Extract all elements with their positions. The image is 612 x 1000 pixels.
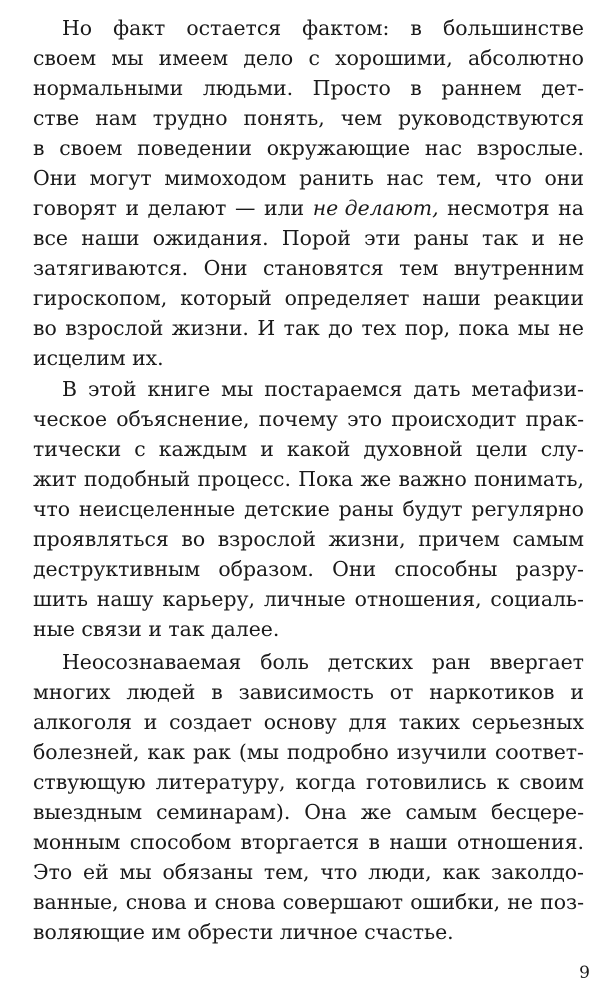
word: и — [531, 226, 545, 250]
word: который — [180, 286, 272, 310]
word: пор, — [404, 316, 451, 340]
word: абсолютно — [467, 46, 584, 70]
word: пока — [458, 316, 510, 340]
word: поз- — [540, 890, 584, 914]
text-line — [33, 554, 584, 584]
word: когда — [295, 770, 356, 794]
word: — — [235, 196, 256, 220]
word: Они — [33, 166, 77, 190]
word: становятся — [263, 256, 384, 280]
word: что — [33, 497, 71, 521]
word: самым — [512, 527, 584, 551]
word: нас — [386, 166, 424, 190]
word: Просто — [312, 76, 391, 100]
word: создает — [169, 710, 252, 734]
word: совершают — [282, 890, 404, 914]
text-line — [33, 253, 584, 283]
word: ствующую — [33, 770, 146, 794]
word: на — [558, 196, 584, 220]
word: этой — [87, 377, 137, 401]
word: не — [558, 226, 584, 250]
word: и — [143, 710, 158, 734]
word: Они — [332, 557, 377, 581]
word: хорошими, — [335, 46, 453, 70]
word: многих — [33, 680, 111, 704]
word: зависимость — [238, 680, 374, 704]
word: большинстве — [442, 16, 584, 40]
word: во — [33, 316, 57, 340]
word: взрослой — [217, 527, 316, 551]
word: Неосознаваемая — [62, 650, 242, 674]
word: вторгается — [240, 830, 360, 854]
word: мы — [221, 377, 254, 401]
word: во — [181, 527, 206, 551]
word: тех — [361, 316, 397, 340]
word: что — [494, 166, 532, 190]
text-line — [33, 404, 584, 434]
word: боль — [260, 650, 309, 674]
word: цели — [475, 437, 528, 461]
word: своем — [59, 136, 123, 160]
word: болезней, — [33, 740, 140, 764]
word: реакции — [493, 286, 584, 310]
text-line — [33, 767, 584, 797]
text-line — [33, 917, 584, 947]
word: В — [62, 377, 77, 401]
word: постараемся — [264, 377, 403, 401]
word: дать — [413, 377, 461, 401]
text-line — [33, 857, 584, 887]
word: регулярно — [471, 497, 584, 521]
word: в — [410, 16, 422, 40]
word: проявляться — [33, 527, 169, 551]
word: так — [481, 226, 519, 250]
text-line — [33, 43, 584, 73]
word: окружающие — [266, 136, 411, 160]
word: ввергает — [489, 650, 584, 674]
word: гироскопом, — [33, 286, 168, 310]
word: раны — [413, 226, 469, 250]
word: дет- — [541, 76, 584, 100]
word: подробно — [286, 740, 389, 764]
word: способны — [394, 557, 498, 581]
word: Но — [62, 16, 93, 40]
text-line — [33, 193, 584, 223]
text-line — [33, 464, 584, 494]
word: разру- — [515, 557, 584, 581]
text-line — [33, 73, 584, 103]
word: снова — [125, 890, 187, 914]
word: фактом: — [302, 16, 390, 40]
word: ошибки, — [410, 890, 501, 914]
word: трудно — [152, 106, 228, 130]
word: мы — [517, 316, 550, 340]
text-line — [33, 313, 584, 343]
word: Она — [304, 800, 347, 824]
text-line — [33, 133, 584, 163]
word: чем — [340, 106, 383, 130]
text-line — [62, 647, 584, 677]
word: раны — [338, 497, 394, 521]
word: же — [360, 800, 392, 824]
word: тически — [33, 437, 122, 461]
word: происходит — [391, 407, 517, 431]
word: какой — [286, 437, 351, 461]
word: почему — [258, 407, 338, 431]
word: с — [308, 46, 320, 70]
word: ран — [431, 650, 471, 674]
word: своим — [519, 770, 584, 794]
word: самым — [405, 800, 478, 824]
word: серьезных — [471, 710, 584, 734]
word: литературу, — [155, 770, 286, 794]
word: и — [125, 196, 140, 220]
word: карьеру, — [162, 587, 255, 611]
page-number: 9 — [579, 963, 590, 983]
word: нашу — [96, 587, 154, 611]
word: не — [507, 890, 533, 914]
word: тем — [399, 256, 439, 280]
word: могут — [89, 166, 152, 190]
word: социаль- — [490, 587, 584, 611]
word: же — [360, 467, 392, 491]
text-line — [33, 584, 584, 614]
word: понять, — [243, 106, 325, 130]
word: или — [263, 196, 305, 220]
text-line — [33, 494, 584, 524]
word: изучили — [396, 740, 488, 764]
word: наши — [389, 830, 448, 854]
word: причем — [418, 527, 500, 551]
word: взрослые. — [476, 136, 584, 160]
word: наши — [81, 226, 140, 250]
word: своем — [33, 46, 97, 70]
word: духовной — [363, 437, 463, 461]
word: будут — [402, 497, 463, 521]
word: процесс. — [197, 467, 291, 491]
word: в — [368, 830, 380, 854]
word: нам — [95, 106, 137, 130]
word: монным — [33, 830, 121, 854]
word: все — [33, 226, 68, 250]
word: в — [33, 136, 45, 160]
word: объяснение, — [116, 407, 250, 431]
text-line — [62, 13, 584, 43]
word: каждым — [158, 437, 248, 461]
text-line — [33, 103, 584, 133]
word: важно — [398, 467, 467, 491]
word: книге — [147, 377, 211, 401]
word: несмотря — [447, 196, 550, 220]
word: мимоходом — [164, 166, 287, 190]
word: что — [320, 860, 358, 884]
word: с — [134, 437, 146, 461]
word: от — [389, 680, 414, 704]
word: отношения, — [354, 587, 482, 611]
word: и — [260, 437, 274, 461]
word: мы — [119, 860, 152, 884]
text-line — [33, 524, 584, 554]
word: прак- — [525, 407, 584, 431]
word: Это — [33, 860, 73, 884]
text-line — [33, 827, 584, 857]
word: остается — [186, 16, 282, 40]
word: детские — [244, 497, 330, 521]
word: имеем — [158, 46, 229, 70]
word: эти — [364, 226, 401, 250]
word: способом — [129, 830, 232, 854]
text-line — [33, 434, 584, 464]
line-text: ные связи и так далее. — [33, 617, 280, 641]
italic-emphasis: не делают, — [312, 196, 439, 220]
word: факт — [113, 16, 166, 40]
word: И — [257, 316, 276, 340]
word: семинарам). — [156, 800, 291, 824]
word: жит — [33, 467, 77, 491]
word: подобный — [83, 467, 191, 491]
word: основу — [263, 710, 337, 734]
word: внутренним — [453, 256, 584, 280]
word: таких — [398, 710, 461, 734]
word: (мы — [238, 740, 279, 764]
word: неисцеленные — [78, 497, 236, 521]
word: в — [410, 76, 422, 100]
word: ванные, — [33, 890, 119, 914]
word: личные — [263, 587, 346, 611]
text-line — [33, 343, 584, 373]
word: алкоголя — [33, 710, 132, 734]
word: руководствуются — [398, 106, 584, 130]
word: так — [283, 316, 320, 340]
text-line — [33, 163, 584, 193]
word: наркотиков — [429, 680, 555, 704]
line-text: исцелим их. — [33, 346, 164, 370]
word: снова — [214, 890, 276, 914]
word: слу- — [540, 437, 584, 461]
word: деструктивным — [33, 557, 201, 581]
text-line — [62, 374, 584, 404]
word: шить — [33, 587, 88, 611]
text-line — [33, 614, 584, 644]
word: до — [328, 316, 354, 340]
word: люди, — [368, 860, 432, 884]
word: Пока — [298, 467, 354, 491]
text-line — [33, 677, 584, 707]
word: мы — [111, 46, 144, 70]
word: не — [558, 316, 584, 340]
word: Порой — [281, 226, 351, 250]
word: для — [348, 710, 387, 734]
word: дело — [243, 46, 294, 70]
word: людьми. — [202, 76, 294, 100]
word: и — [193, 890, 208, 914]
word: тем, — [436, 166, 483, 190]
word: это — [347, 407, 383, 431]
word: стве — [33, 106, 80, 130]
text-line — [33, 887, 584, 917]
word: они — [544, 166, 584, 190]
word: ей — [83, 860, 109, 884]
word: готовились — [365, 770, 487, 794]
word: заколдо- — [490, 860, 584, 884]
word: к — [496, 770, 510, 794]
word: людей — [126, 680, 196, 704]
word: обязаны — [162, 860, 253, 884]
word: выездным — [33, 800, 143, 824]
word: наши — [422, 286, 481, 310]
word: ранить — [299, 166, 374, 190]
word: понимать, — [474, 467, 584, 491]
word: соответ- — [494, 740, 584, 764]
text-line — [33, 223, 584, 253]
text-line — [33, 283, 584, 313]
word: нас — [424, 136, 463, 160]
word: нормальными — [33, 76, 184, 100]
word: ожидания. — [152, 226, 269, 250]
word: жизни, — [328, 527, 406, 551]
text-line — [33, 737, 584, 767]
word: поведении — [137, 136, 252, 160]
word: затягиваются. — [33, 256, 189, 280]
text-line — [33, 797, 584, 827]
word: делают — [147, 196, 227, 220]
word: как — [442, 860, 481, 884]
word: жизни. — [171, 316, 249, 340]
word: тем, — [263, 860, 310, 884]
word: как — [147, 740, 186, 764]
word: Они — [203, 256, 248, 280]
word: определяет — [284, 286, 410, 310]
word: детских — [327, 650, 413, 674]
word: бесцере- — [491, 800, 584, 824]
word: ческое — [33, 407, 108, 431]
word: в — [211, 680, 223, 704]
word: рак — [192, 740, 231, 764]
text-line — [33, 707, 584, 737]
line-text: воляющие им обрести личное счастье. — [33, 920, 454, 944]
word: образом. — [218, 557, 314, 581]
word: говорят — [33, 196, 117, 220]
word: и — [570, 680, 584, 704]
word: отношения. — [456, 830, 584, 854]
word: метафизи- — [471, 377, 584, 401]
word: раннем — [441, 76, 522, 100]
word: взрослой — [65, 316, 164, 340]
